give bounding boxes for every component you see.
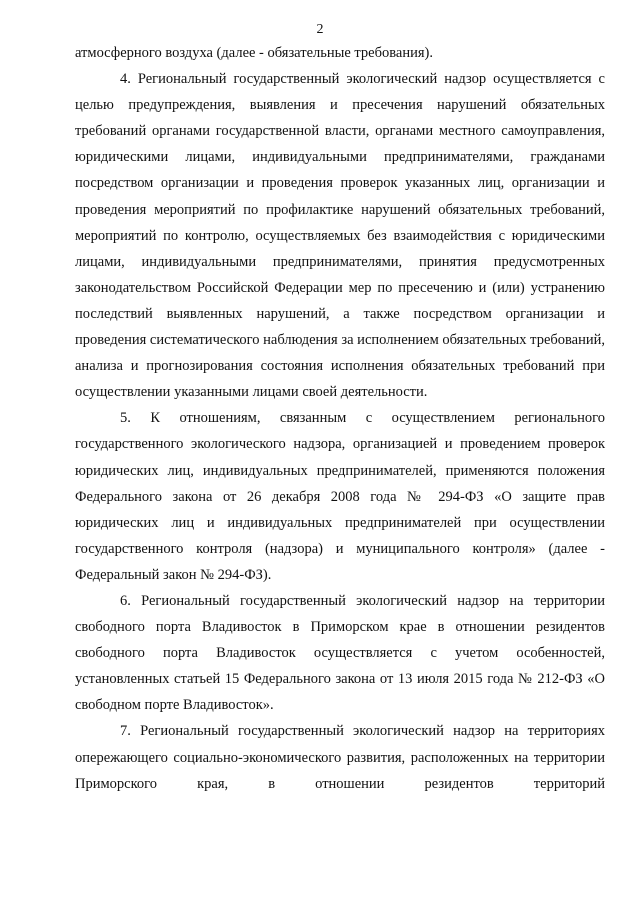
paragraph-item-4: 4. Региональный государственный экологический надзор осуществляется с целью предупреждения, выявления и пресечения нарушений обязательных требований органами государственной власти, органами местного самоуправления, юридическими лицами, индивидуальными предпринимателями, гражданами посредством организации и проведения проверок указанных лиц, организации и проведения мероприятий по профилактике нарушений обязательных требований, мероприятий по контролю, осуществляемых без взаимодействия с юридическими лицами, индивидуальными предпринимателями, принятия предусмотренных законодательством Российской Федерации мер по пресечению и (или) устранению последствий выявленных нарушений, а также посредством организации и проведения систематического наблюдения за исполнением обязательных требований, анализа и прогнозирования состояния исполнения обязательных требований при осуществлении указанными лицами своей деятельности. xyxy=(75,71,605,401)
document-body xyxy=(75,40,605,797)
paragraph-item-5: 5. К отношениям, связанным с осуществлением регионального государственного экологического надзора, организацией и проведением проверок юридических лиц, индивидуальных предпринимателей, применяются положения Федерального закона от 26 декабря 2008 года № 294-ФЗ «О защите прав юридических лиц и индивидуальных предпринимателей при осуществлении государственного контроля (надзора) и муниципального контроля» (далее - Федеральный закон № 294-ФЗ). xyxy=(75,410,605,583)
paragraph-item-7: 7. Региональный государственный экологический надзор на территориях опережающего социально-экономического развития, расположенных на территории Приморского края, в отношении резидентов территорий xyxy=(75,723,605,792)
page-number: 2 xyxy=(316,22,324,37)
paragraph-continuation: атмосферного воздуха (далее - обязательные требования). xyxy=(75,45,433,61)
paragraph-item-6: 6. Региональный государственный экологический надзор на территории свободного порта Владивосток в Приморском крае в отношении резидентов свободного порта Владивосток осуществляется с учетом особенностей, установленных статьей 15 Федерального закона от 13 июля 2015 года № 212-ФЗ «О свободном порте Владивосток». xyxy=(75,592,605,714)
